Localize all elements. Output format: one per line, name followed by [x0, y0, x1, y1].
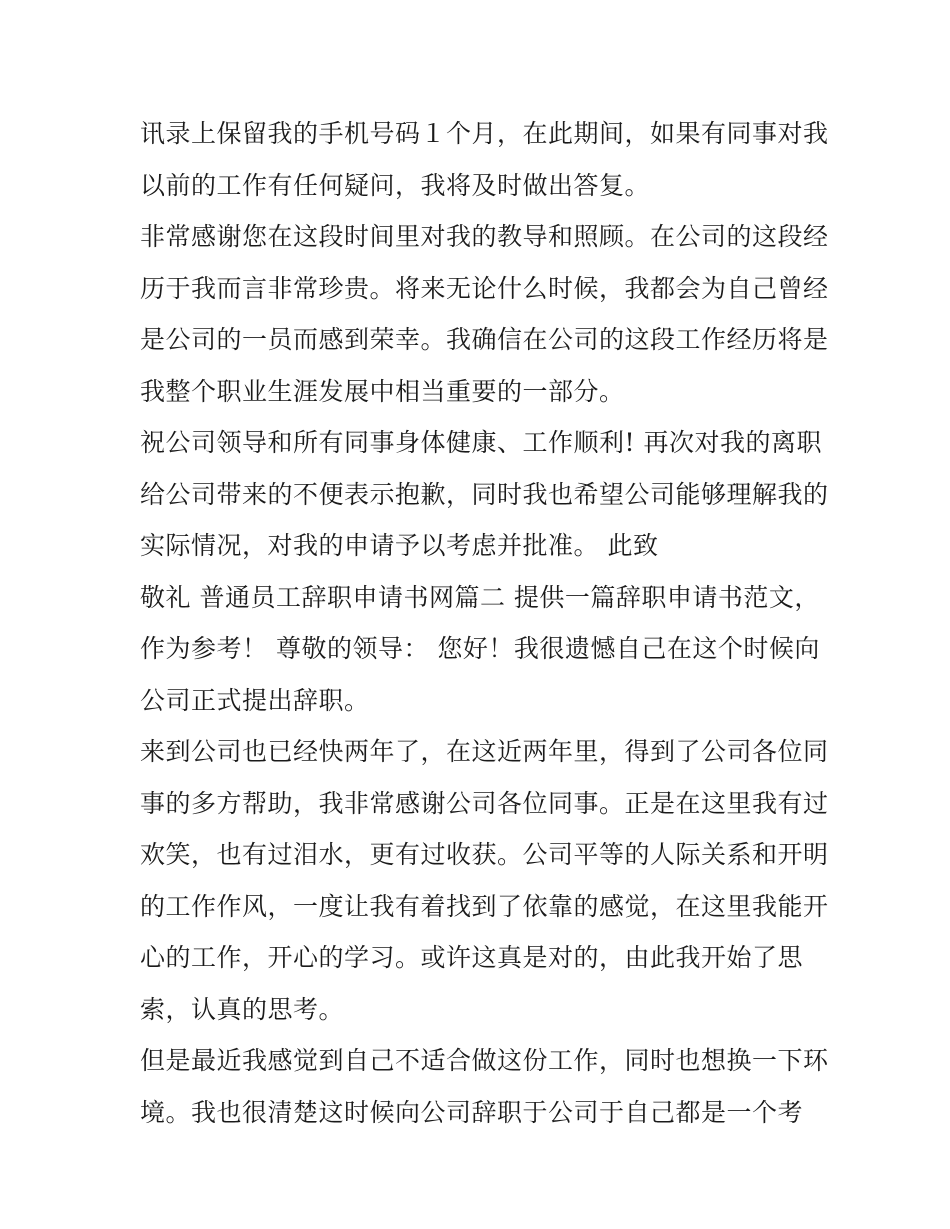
text-line: 来到公司也已经快两年了，在这近两年里，得到了公司各位同: [140, 737, 829, 766]
text-line: 索，认真的思考。: [140, 994, 345, 1024]
text-line: 的工作作风，一度让我有着找到了依靠的感觉，在这里我能开: [140, 891, 829, 921]
text-line: 欢笑，也有过泪水，更有过收获。公司平等的人际关系和开明: [140, 840, 829, 869]
text-line: 我整个职业生涯发展中相当重要的一部分。: [140, 376, 625, 406]
text-line: 历于我而言非常珍贵。将来无论什么时候，我都会为自己曾经: [140, 273, 829, 303]
text-line: 非常感谢您在这段时间里对我的教导和照顾。在公司的这段经: [140, 222, 829, 251]
text-line: 但是最近我感觉到自己不适合做这份工作，同时也想换一下环: [140, 1046, 829, 1075]
document-body: [140, 108, 829, 1138]
text-line: 事的多方帮助，我非常感谢公司各位同事。正是在这里我有过: [140, 788, 829, 818]
text-line: 给公司带来的不便表示抱歉，同时我也希望公司能够理解我的: [140, 479, 829, 509]
text-line: 以前的工作有任何疑问，我将及时做出答复。: [140, 170, 651, 200]
text-line: 是公司的一员而感到荣幸。我确信在公司的这段工作经历将是: [140, 325, 829, 354]
text-line: 敬礼 普通员工辞职申请书网篇二 提供一篇辞职申请书范文，: [140, 582, 820, 612]
text-line: 实际情况，对我的申请予以考虑并批准。 此致: [140, 531, 659, 560]
text-line: 公司正式提出辞职。: [140, 685, 370, 715]
text-line: 境。我也很清楚这时候向公司辞职于公司于自己都是一个考: [140, 1097, 804, 1127]
text-line: 作为参考！ 尊敬的领导： 您好！我很遗憾自己在这个时候向: [140, 634, 820, 663]
text-line: 祝公司领导和所有同事身体健康、工作顺利! 再次对我的离职: [140, 428, 822, 457]
text-line: 讯录上保留我的手机号码１个月，在此期间，如果有同事对我: [140, 119, 829, 148]
text-line: 心的工作，开心的学习。或许这真是对的，由此我开始了思: [140, 943, 804, 972]
